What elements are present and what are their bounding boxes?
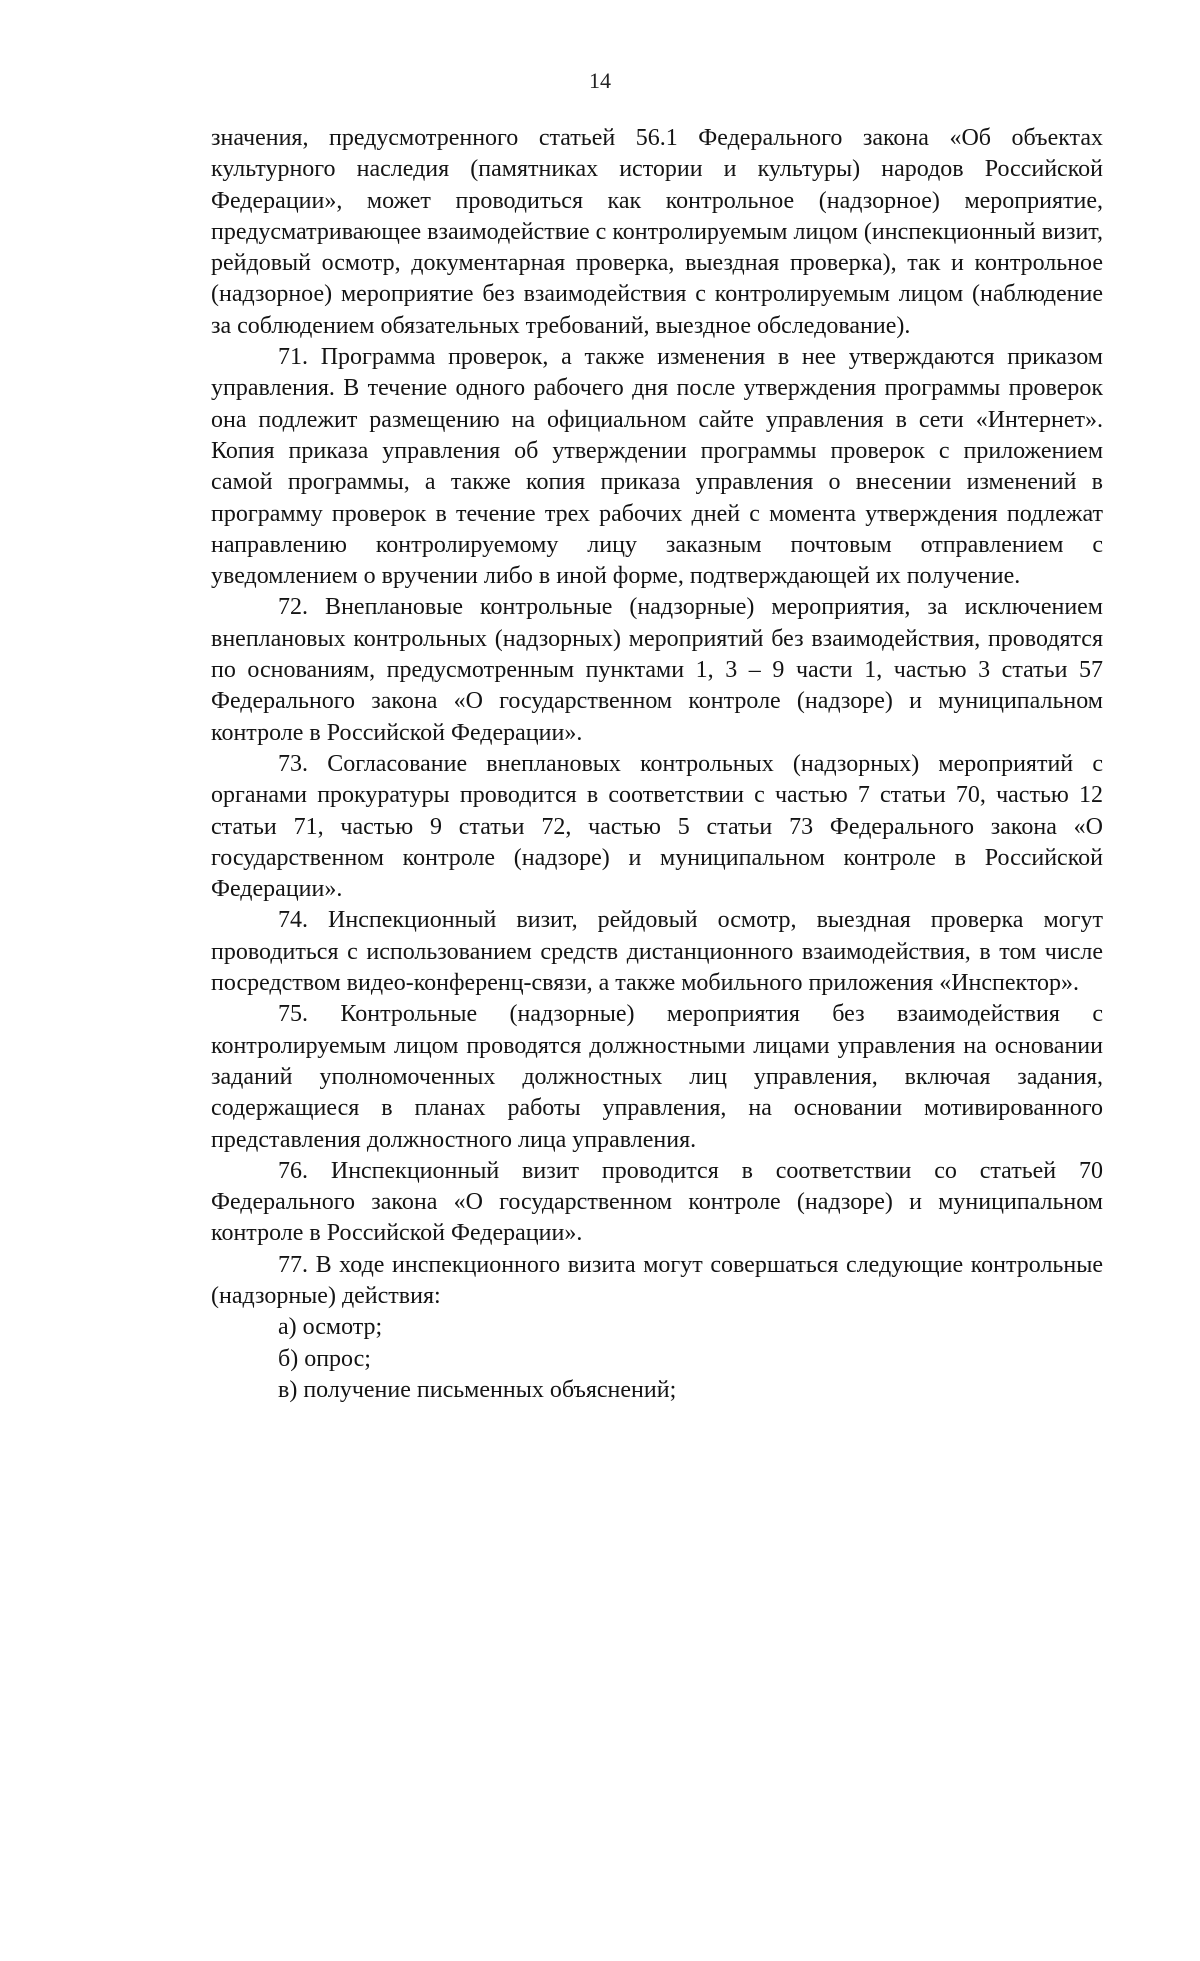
paragraph-72: 72. Внеплановые контрольные (надзорные) мероприятия, за исключением внеплановых контрольных (надзорных) мероприятий без взаимодействия, проводятся по основаниям, предусмотренным пунктами 1, 3 – 9 части 1, частью 3 статьи 57 Федерального закона «О государственном контроле (надзоре) и муниципальном контроле в Российской Федерации». bbox=[211, 594, 1103, 746]
paragraph-74: 74. Инспекционный визит, рейдовый осмотр, выездная проверка могут проводиться с использованием средств дистанционного взаимодействия, в том числе посредством видео-конференц-связи, а также мобильного приложения «Инспектор». bbox=[211, 907, 1103, 997]
paragraph-77: 77. В ходе инспекционного визита могут совершаться следующие контрольные (надзорные) действия: bbox=[211, 1251, 1103, 1309]
list-item-v: в) получение письменных объяснений; bbox=[278, 1376, 677, 1403]
paragraph-76: 76. Инспекционный визит проводится в соответствии со статьей 70 Федерального закона «О государственном контроле (надзоре) и муниципальном контроле в Российской Федерации». bbox=[211, 1157, 1103, 1247]
paragraph-71: 71. Программа проверок, а также изменения в нее утверждаются приказом управления. В течение одного рабочего дня после утверждения программы проверок она подлежит размещению на официальном сайте управления в сети «Интернет». Копия приказа управления об утверждении программы проверок с приложением самой программы, а также копия приказа управления о внесении изменений в программу проверок в течение трех рабочих дней с момента утверждения подлежат направлению контролируемому лицу заказным почтовым отправлением с уведомлением о вручении либо в иной форме, подтверждающей их получение. bbox=[211, 344, 1103, 590]
list-item-a: а) осмотр; bbox=[278, 1314, 383, 1341]
list-item-b: б) опрос; bbox=[278, 1345, 371, 1372]
document-body bbox=[211, 123, 1103, 1406]
paragraph-73: 73. Согласование внеплановых контрольных (надзорных) мероприятий с органами прокуратуры проводится в соответствии с частью 7 статьи 70, частью 12 статьи 71, частью 9 статьи 72, частью 5 статьи 73 Федерального закона «О государственном контроле (надзоре) и муниципальном контроле в Российской Федерации». bbox=[211, 750, 1103, 903]
paragraph-75: 75. Контрольные (надзорные) мероприятия без взаимодействия с контролируемым лицом проводятся должностными лицами управления на основании заданий уполномоченных должностных лиц управления, включая задания, содержащиеся в планах работы управления, на основании мотивированного представления должностного лица управления. bbox=[211, 1001, 1103, 1153]
page-number: 14 bbox=[589, 68, 611, 93]
paragraph-continuation: значения, предусмотренного статьей 56.1 Федерального закона «Об объектах культурного наследия (памятниках истории и культуры) народов Российской Федерации», может проводиться как контрольное (надзорное) мероприятие, предусматривающее взаимодействие с контролируемым лицом (инспекционный визит, рейдовый осмотр, документарная проверка, выездная проверка), так и контрольное (надзорное) мероприятие без взаимодействия с контролируемым лицом (наблюдение за соблюдением обязательных требований, выездное обследование). bbox=[211, 125, 1103, 339]
